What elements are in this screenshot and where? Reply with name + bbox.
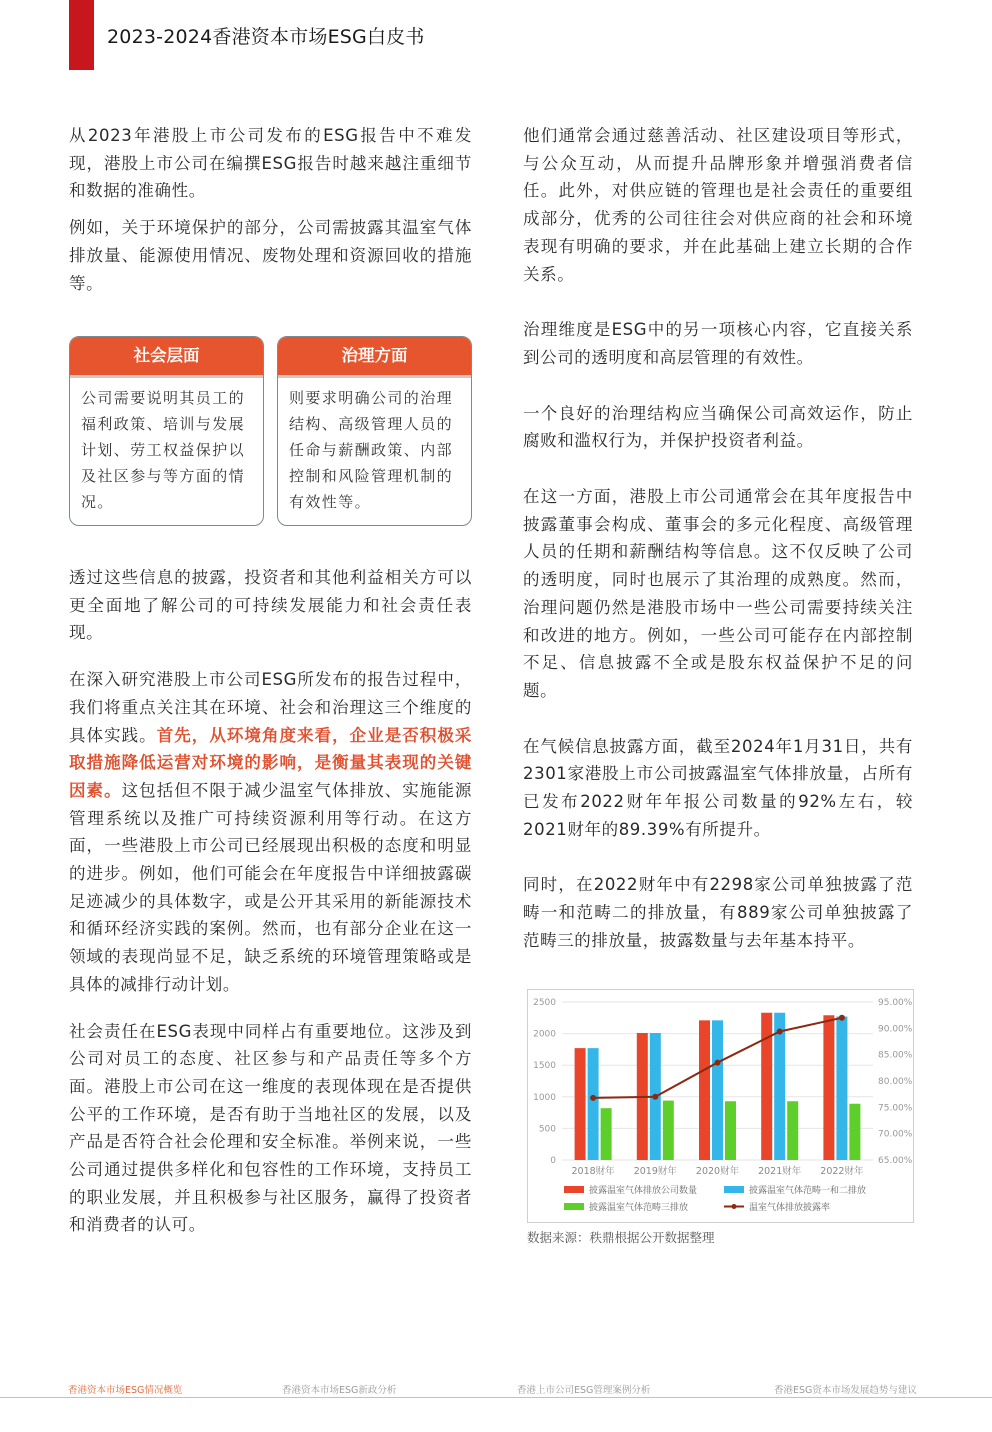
y-left-tick-label: 0	[550, 1156, 556, 1166]
footer-nav-cases[interactable]: 香港上市公司ESG管理案例分析	[517, 1385, 651, 1396]
paragraph: 在这一方面，港股上市公司通常会在其年度报告中披露董事会构成、董事会的多元化程度、高级管理人员的任期和薪酬结构等信息。这不仅反映了公司的透明度，同时也展示了其治理的成熟度。然而，治理问题仍然是港股市场中一些公司需要持续关注和改进的地方。例如，一些公司可能存在内部控制不足、信息披露不全或是股东权益保护不足的问题。	[523, 487, 913, 700]
legend-swatch	[564, 1186, 584, 1193]
legend-label: 披露温室气体排放公司数量	[589, 1186, 698, 1196]
footer-divider	[0, 1397, 992, 1398]
bar	[601, 1108, 612, 1160]
bar	[823, 1015, 834, 1160]
x-tick-label: 2018财年	[571, 1166, 615, 1177]
governance-box-text: 则要求明确公司的治理结构、高级管理人员的任命与薪酬政策、内部控制和风险管理机制的有效性等。	[289, 389, 454, 511]
left-column	[69, 122, 472, 297]
y-right-tick-label: 85.00%	[878, 1050, 913, 1061]
chart-svg	[528, 990, 913, 1222]
y-right-tick-label: 70.00%	[878, 1129, 913, 1140]
bar	[787, 1101, 798, 1160]
y-left-tick-label: 500	[538, 1124, 556, 1135]
paragraph: 同时，在2022财年中有2298家公司单独披露了范畴一和范畴二的排放量，有889家公司单独披露了范畴三的排放量，披露数量与去年基本持平。	[523, 875, 913, 950]
x-tick-label: 2019财年	[633, 1166, 677, 1177]
paragraph: 例如，关于环境保护的部分，公司需披露其温室气体排放量、能源使用情况、废物处理和资源回收的措施等。	[69, 218, 472, 293]
page-header-title: 2023-2024香港资本市场ESG白皮书	[107, 26, 425, 48]
legend-label: 温室气体排放披露率	[749, 1203, 831, 1213]
bar	[774, 1013, 785, 1160]
right-column	[523, 122, 913, 955]
chart-source: 数据来源：秩鼎根据公开数据整理	[527, 1230, 715, 1245]
bar	[575, 1048, 586, 1160]
bar	[712, 1020, 723, 1160]
y-left-tick-label: 2500	[533, 998, 556, 1008]
footer-nav-trends[interactable]: 香港ESG资本市场发展趋势与建议	[774, 1385, 917, 1396]
bar	[588, 1048, 599, 1160]
bar	[725, 1101, 736, 1160]
line-point	[715, 1060, 721, 1066]
social-box-title: 社会层面	[70, 337, 263, 375]
bar	[663, 1101, 674, 1160]
y-right-tick-label: 95.00%	[878, 998, 913, 1008]
paragraph: 从2023年港股上市公司发布的ESG报告中不难发现，港股上市公司在编撰ESG报告时越来越注重细节和数据的准确性。	[69, 126, 472, 201]
governance-info-box	[277, 336, 472, 526]
paragraph-text: 在深入研究港股上市公司ESG所发布的报告过程中，我们将重点关注其在环境、社会和治理这三个维度的具体实践。	[69, 670, 472, 745]
footer-nav-overview[interactable]: 香港资本市场ESG情况概览	[68, 1385, 183, 1396]
legend-label: 披露温室气体范畴一和二排放	[749, 1186, 867, 1196]
paragraph: 透过这些信息的披露，投资者和其他利益相关方可以更全面地了解公司的可持续发展能力和社会责任表现。	[69, 568, 472, 643]
y-right-tick-label: 90.00%	[878, 1024, 913, 1035]
legend-swatch	[564, 1203, 584, 1210]
paragraph-text: 这包括但不限于减少温室气体排放、实施能源管理系统以及推广可持续资源利用等行动。在这方面，一些港股上市公司已经展现出积极的态度和明显的进步。例如，他们可能会在年度报告中详细披露碳足迹减少的具体数字，或是公开其采用的新能源技术和循环经济实践的案例。然而，也有部分企业在这一领域的表现尚显不足，缺乏系统的环境管理策略或是具体的减排行动计划。	[69, 780, 472, 994]
left-column-lower	[69, 564, 472, 1239]
social-info-box	[69, 336, 264, 526]
paragraph: 社会责任在ESG表现中同样占有重要地位。这涉及到公司对员工的态度、社区参与和产品责任等多个方面。港股上市公司在这一维度的表现体现在是否提供公平的工作环境，是否有助于当地社区的发展，以及产品是否符合社会伦理和安全标准。举例来说，一些公司通过提供多样化和包容性的工作环境，支持员工的职业发展，并且积极参与社区服务，赢得了投资者和消费者的认可。	[69, 1021, 472, 1235]
bar	[849, 1104, 860, 1160]
paragraph: 他们通常会通过慈善活动、社区建设项目等形式，与公众互动，从而提升品牌形象并增强消费者信任。此外，对供应链的管理也是社会责任的重要组成部分，优秀的公司往往会对供应商的社会和环境表现有明确的要求，并在此基础上建立长期的合作关系。	[523, 126, 913, 284]
legend-swatch	[724, 1186, 744, 1193]
footer-nav-policy[interactable]: 香港资本市场ESG新政分析	[282, 1385, 397, 1396]
x-tick-label: 2022财年	[820, 1166, 864, 1177]
social-box-text: 公司需要说明其员工的福利政策、培训与发展计划、劳工权益保护以及社区参与等方面的情况。	[81, 389, 246, 511]
y-left-tick-label: 1000	[533, 1092, 556, 1103]
line-point	[590, 1095, 596, 1101]
highlight-text: 首先，从环境角度来看，企业是否积极采取措施降低运营对环境的影响，是衡量其表现的关键因素。	[69, 725, 472, 800]
bar	[699, 1020, 710, 1160]
x-tick-label: 2020财年	[695, 1166, 740, 1177]
x-tick-label: 2021财年	[758, 1166, 802, 1177]
ghg-disclosure-chart	[527, 989, 914, 1223]
y-left-tick-label: 2000	[533, 1029, 556, 1040]
y-right-tick-label: 65.00%	[878, 1156, 913, 1166]
paragraph: 在气候信息披露方面，截至2024年1月31日，共有2301家港股上市公司披露温室气体排放量，占所有已发布2022财年年报公司数量的92%左右，较2021财年的89.39%有所提升。	[523, 736, 913, 839]
header-accent-bar	[69, 0, 94, 70]
paragraph: 一个良好的治理结构应当确保公司高效运作，防止腐败和滥权行为，并保护投资者利益。	[523, 403, 913, 451]
line-point	[839, 1015, 845, 1021]
paragraph: 治理维度是ESG中的另一项核心内容，它直接关系到公司的透明度和高层管理的有效性。	[523, 320, 913, 367]
legend-swatch-marker	[732, 1204, 737, 1209]
governance-box-title: 治理方面	[278, 337, 471, 375]
line-point	[652, 1094, 658, 1100]
y-left-tick-label: 1500	[533, 1061, 556, 1072]
y-right-tick-label: 75.00%	[878, 1103, 913, 1114]
y-right-tick-label: 80.00%	[878, 1077, 913, 1087]
legend-label: 披露温室气体范畴三排放	[589, 1203, 689, 1213]
bar	[836, 1017, 847, 1160]
paragraph	[69, 666, 472, 998]
bar	[761, 1013, 772, 1160]
line-point	[777, 1028, 783, 1034]
